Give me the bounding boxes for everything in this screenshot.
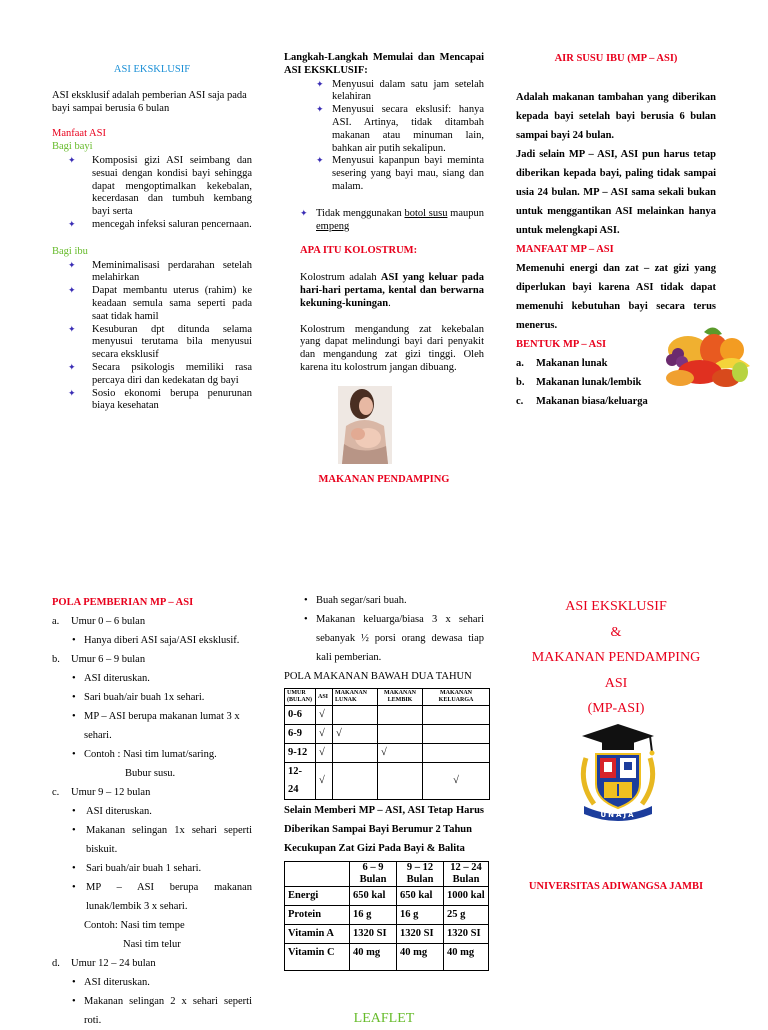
- diamond-bullet-icon: ✦: [68, 361, 76, 372]
- university-logo: [574, 722, 662, 822]
- list-item: • Makanan selingan 1x sehari seperti biskuit.: [52, 821, 252, 859]
- cover-title-line: ASI: [604, 675, 628, 691]
- list-item: ✦ Kesuburan dpt ditunda selama menyusui terutama bila menyusui secara eksklusif: [68, 323, 252, 361]
- table-row: 9-12 √ √: [285, 744, 490, 763]
- kolostrum-benefit: Kolostrum mengandung zat kekebalan yang dapat melindungi bayi dari penyakit dan mengandung zat gizi tinggi. Oleh karena itu kolostrum jangan dibuang.: [300, 323, 484, 373]
- list-item: • Sari buah/air buah 1x sehari.: [52, 688, 252, 707]
- list-item: • MP – ASI berupa makanan lunak/lembik 3 x sehari.: [52, 878, 252, 916]
- diamond-bullet-icon: ✦: [316, 104, 324, 115]
- cover-title-line: &: [610, 624, 622, 640]
- list-item: ✦ Sosio ekonomi berupa penurunan biaya kesehatan: [68, 387, 252, 412]
- list-item: • Makanan selingan 2 x sehari seperti roti.: [52, 992, 252, 1030]
- table-row: Vitamin C 40 mg 40 mg 40 mg: [285, 944, 489, 971]
- graduation-crest-icon: [574, 722, 662, 822]
- list-item: • Buah segar/sari buah.: [284, 591, 484, 610]
- cover-title-line: MAKANAN PENDAMPING: [531, 650, 701, 665]
- bentuk-item: a. Makanan lunak: [516, 358, 608, 369]
- pola-pemberian-title: POLA PEMBERIAN MP – ASI: [52, 597, 194, 608]
- list-item: • ASI diteruskan.: [52, 973, 252, 992]
- tidak-botol-list: [284, 208, 484, 234]
- table-header: MAKANAN LEMBIK: [378, 689, 423, 706]
- fruit-icon: [652, 320, 754, 392]
- list-item: • MP – ASI berupa makanan lumat 3 x sehari.: [52, 707, 252, 745]
- mother-baby-illustration: [338, 386, 392, 464]
- fruit-bowl-illustration: [652, 320, 754, 392]
- manfaat-asi-label: Manfaat ASI: [52, 128, 106, 140]
- age-group-a: a. Umur 0 – 6 bulan: [52, 616, 146, 627]
- cover-title-line: (MP-ASI): [587, 701, 645, 716]
- list-item: ✦ Tidak menggunakan botol susu maupun empeng: [300, 207, 484, 232]
- logo-text: UNAJA: [600, 811, 636, 819]
- table-header: MAKANAN KELUARGA: [423, 689, 490, 706]
- list-item: ✦ Meminimalisasi perdarahan setelah melahirkan: [68, 259, 252, 284]
- mother-baby-photo: [338, 386, 392, 464]
- contoh-tempe: Contoh: Nasi tim tempe: [84, 920, 185, 931]
- pola-makanan-title: POLA MAKANAN BAWAH DUA TAHUN: [284, 671, 472, 682]
- pola-makanan-column: [284, 591, 484, 971]
- age-group-c-list: [52, 802, 252, 916]
- diamond-bullet-icon: ✦: [68, 387, 76, 398]
- list-item: ✦ mencegah infeksi saluran pencernaan.: [68, 218, 252, 230]
- list-item: • Contoh : Nasi tim lumat/saring.: [52, 745, 252, 764]
- list-item: • Hanya diberi ASI saja/ASI eksklusif.: [52, 631, 252, 650]
- kecukupan-title: Kecukupan Zat Gizi Pada Bayi & Balita: [284, 843, 465, 854]
- list-item: • ASI diteruskan.: [52, 802, 252, 821]
- makanan-pendamping-footer: MAKANAN PENDAMPING: [318, 474, 450, 485]
- age-group-c: c. Umur 9 – 12 bulan: [52, 787, 151, 798]
- bentuk-item: c. Makanan biasa/keluarga: [516, 396, 648, 407]
- table-row: 6-9 √ √: [285, 725, 490, 744]
- list-item: ✦ Secara psikologis memiliki rasa percaya diri dan kedekatan dg bayi: [68, 361, 252, 386]
- table-header-row: 6 – 9 Bulan 9 – 12 Bulan 12 – 24 Bulan: [285, 862, 489, 887]
- bubur-susu: Bubur susu.: [125, 768, 176, 779]
- list-item: ✦ Menyusui secara ekslusif: hanya ASI. Artinya, tidak ditambah makanan atau minuman lain, bahkan air putih sekalipun.: [316, 104, 484, 154]
- list-item: ✦ Menyusui dalam satu jam setelah kelahiran: [316, 78, 484, 103]
- diamond-bullet-icon: ✦: [68, 154, 76, 165]
- table-row: Vitamin A 1320 SI 1320 SI 1320 SI: [285, 925, 489, 944]
- pola-pemberian-column: [52, 593, 252, 1030]
- table-row: Energi 650 kal 650 kal 1000 kal: [285, 887, 489, 906]
- asi-tetap-note: Selain Memberi MP – ASI, ASI Tetap Harus Diberikan Sampai Bayi Berumur 2 Tahun: [284, 805, 484, 835]
- contoh-telur: Nasi tim telur: [123, 939, 181, 950]
- list-item: ✦ Komposisi gizi ASI seimbang dan sesuai dengan kondisi bayi sehingga dapat mengoptimalkan kekebalan, kecerdasan dan tumbuh kembang bayi serta: [68, 154, 252, 218]
- table-row: 12-24 √ √: [285, 763, 490, 800]
- age-group-a-list: [52, 631, 252, 650]
- age-group-b: b. Umur 6 – 9 bulan: [52, 654, 146, 665]
- table-row: Protein 16 g 16 g 25 g: [285, 906, 489, 925]
- bagi-ibu-list: [52, 260, 252, 414]
- diamond-bullet-icon: ✦: [316, 155, 324, 166]
- bagi-bayi-label: Bagi bayi: [52, 141, 93, 153]
- manfaat-mp-asi-text: Memenuhi energi dan zat – zat gizi yang diperlukan bayi karena ASI tidak dapat memenuhi kebutuhan bayi secara terus menerus.: [516, 263, 716, 331]
- kolostrum-definition: Kolostrum adalah ASI yang keluar pada hari-hari pertama, kental dan berwarna kekuning-kuningan.: [300, 272, 484, 309]
- langkah-heading: Langkah-Langkah Memulai dan Mencapai ASI EKSKLUSIF:: [284, 52, 484, 76]
- cover-title-line: ASI EKSKLUSIF: [565, 599, 667, 614]
- pola-makanan-table: [284, 688, 490, 800]
- table-row: 0-6 √: [285, 706, 490, 725]
- list-item: ✦ Dapat membantu uterus (rahim) ke keadaan semula sama seperti pada saat tidak hamil: [68, 285, 252, 322]
- diamond-bullet-icon: ✦: [68, 259, 76, 270]
- mp-asi-definition: Adalah makanan tambahan yang diberikan kepada bayi setelah bayi berusia 6 bulan sampai bayi 24 bulan.: [516, 92, 716, 141]
- diamond-bullet-icon: ✦: [68, 218, 76, 229]
- kolostrum-title: APA ITU KOLOSTRUM:: [300, 245, 418, 257]
- university-name: UNIVERSITAS ADIWANGSA JAMBI: [528, 881, 704, 892]
- age-group-d-list: [52, 973, 252, 1030]
- list-item: • ASI diteruskan.: [52, 669, 252, 688]
- table-header: ASI: [316, 689, 333, 706]
- langkah-column: [284, 52, 484, 375]
- bagi-ibu-label: Bagi ibu: [52, 245, 88, 257]
- bentuk-item: b. Makanan lunak/lembik: [516, 377, 642, 388]
- bagi-bayi-list: [52, 155, 252, 232]
- asi-eksklusif-column: [52, 64, 252, 413]
- age-group-b-list: [52, 669, 252, 764]
- list-item: • Sari buah/air buah 1 sehari.: [52, 859, 252, 878]
- table-header: MAKANAN LUNAK: [333, 689, 378, 706]
- langkah-list: [284, 79, 484, 194]
- diamond-bullet-icon: ✦: [68, 323, 76, 334]
- diamond-bullet-icon: ✦: [316, 78, 324, 89]
- diamond-bullet-icon: ✦: [68, 285, 76, 296]
- age-group-d: d. Umur 12 – 24 bulan: [52, 958, 156, 969]
- table-header: UMUR (BULAN): [285, 689, 316, 706]
- cover-title: [516, 594, 716, 722]
- manfaat-mp-asi-title: MANFAAT MP – ASI: [516, 244, 614, 255]
- list-item: • Makanan keluarga/biasa 3 x sehari sebanyak ½ porsi orang dewasa tiap kali pemberian.: [284, 610, 484, 667]
- diamond-bullet-icon: ✦: [300, 207, 308, 218]
- mp-asi-note: Jadi selain MP – ASI, ASI pun harus tetap diberikan kepada bayi, paling tidak sampai usia 24 bulan. MP – ASI sama sekali bukan untuk menggantikan ASI melainkan hanya untuk melengkapi ASI.: [516, 149, 716, 236]
- asi-eksklusif-intro: ASI eksklusif adalah pemberian ASI saja pada bayi sampai berusia 6 bulan: [52, 89, 247, 114]
- bentuk-mp-asi-title: BENTUK MP – ASI: [516, 339, 607, 350]
- buah-list: [284, 591, 484, 667]
- asi-eksklusif-title: ASI EKSKLUSIF: [113, 64, 191, 75]
- list-item: ✦ Menyusui kapanpun bayi meminta sesering yang bayi mau, siang dan malam.: [316, 155, 484, 192]
- table-header-row: [285, 689, 490, 706]
- mp-asi-title: AIR SUSU IBU (MP – ASI): [554, 53, 678, 64]
- kecukupan-gizi-table: [284, 861, 489, 971]
- leaflet-label: LEAFLET: [353, 1011, 415, 1026]
